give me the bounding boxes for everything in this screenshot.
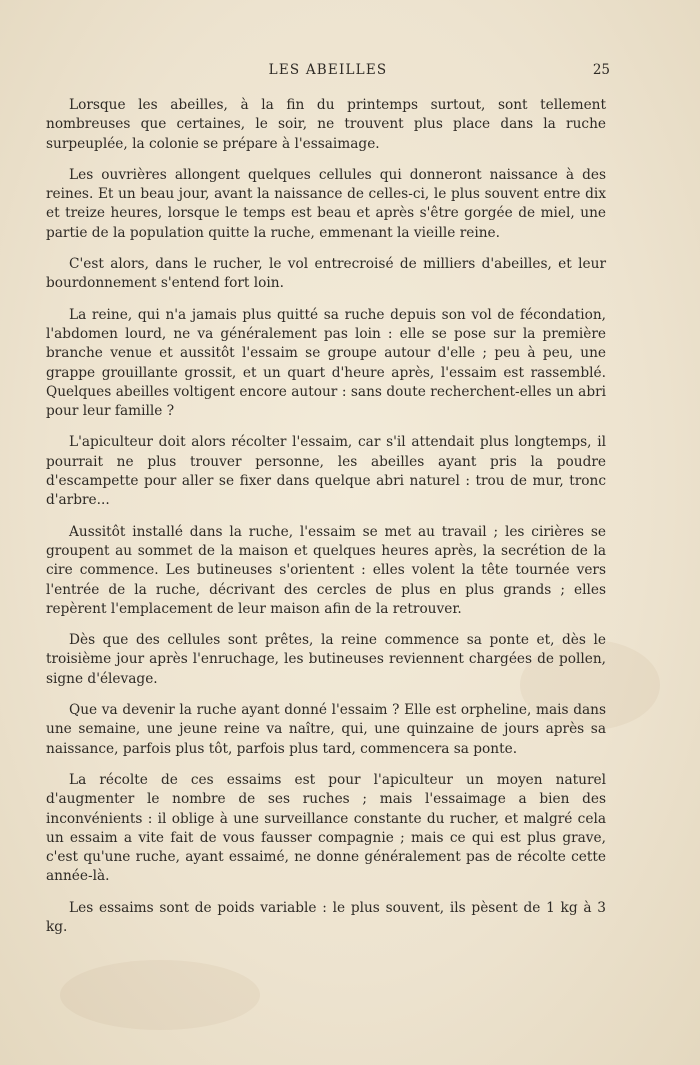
- paragraph: Que va devenir la ruche ayant donné l'essaim ? Elle est orpheline, mais dans une semaine, une jeune reine va naître, qui, une quinzaine de jours après sa naissance, parfois plus tôt, parfois plus tard, commencera sa ponte.: [46, 702, 606, 757]
- paragraph: Aussitôt installé dans la ruche, l'essaim se met au travail ; les cirières se groupent au sommet de la maison et quelques heures après, la secrétion de la cire commence. Les butineuses s'orientent : elles volent la tête tournée vers l'entrée de la ruche, décrivant des cercles de plus en plus grands ; elles repèrent l'emplacement de leur maison afin de la retrouver.: [46, 523, 606, 617]
- paragraph: L'apiculteur doit alors récolter l'essaim, car s'il attendait plus longtemps, il pourrait ne plus trouver personne, les abeilles ayant pris la poudre d'escampette pour aller se fixer dans quelque abri naturel : trou de mur, tronc d'arbre...: [46, 434, 606, 509]
- page-number: 25: [592, 62, 610, 78]
- paragraph: Lorsque les abeilles, à la fin du printemps surtout, sont tellement nombreuses que certaines, le soir, ne trouvent plus place dans la ruche surpeuplée, la colonie se prépare à l'essaimage.: [46, 97, 606, 152]
- paragraph: C'est alors, dans le rucher, le vol entrecroisé de milliers d'abeilles, et leur bourdonnement s'entend fort loin.: [46, 256, 606, 292]
- page-header: [46, 62, 610, 82]
- paragraph: La récolte de ces essaims est pour l'apiculteur un moyen naturel d'augmenter le nombre de ses ruches ; mais l'essaimage a bien des inconvénients : il oblige à une surveillance constante du rucher, et malgré cela un essaim a vite fait de vous fausser compagnie ; mais ce qui est plus grave, c'est qu'une ruche, ayant essaimé, ne donne généralement pas de récolte cette année-là.: [46, 771, 606, 885]
- paragraph: Les ouvrières allongent quelques cellules qui donneront naissance à des reines. Et un beau jour, avant la naissance de celles-ci, le plus souvent entre dix et treize heures, lorsque le temps est beau et après s'être gorgée de miel, une partie de la population quitte la ruche, emmenant la vieille reine.: [46, 166, 606, 241]
- running-title: LES ABEILLES: [268, 62, 388, 78]
- paragraph: Les essaims sont de poids variable : le plus souvent, ils pèsent de 1 kg à 3 kg.: [46, 899, 606, 935]
- paragraph: La reine, qui n'a jamais plus quitté sa ruche depuis son vol de fécondation, l'abdomen lourd, ne va généralement pas loin : elle se pose sur la première branche venue et aussitôt l'essaim se groupe autour d'elle ; peu à peu, une grappe grouillante grossit, et un quart d'heure après, l'essaim est rassemblé. Quelques abeilles voltigent encore autour : sans doute recherchent-elles un abri pour leur famille ?: [46, 306, 606, 420]
- body-text: [46, 96, 606, 949]
- paper-stain: [60, 960, 260, 1030]
- paragraph: Dès que des cellules sont prêtes, la reine commence sa ponte et, dès le troisième jour après l'enruchage, les butineuses reviennent chargées de pollen, signe d'élevage.: [46, 632, 606, 687]
